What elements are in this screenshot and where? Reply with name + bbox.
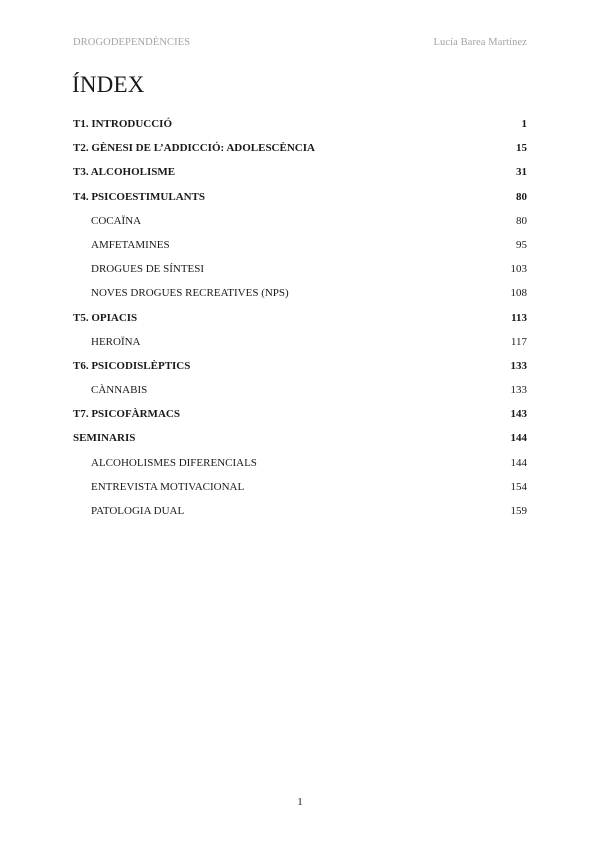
toc-entry-label: T4. PSICOESTIMULANTS <box>73 190 206 203</box>
toc-entry-page: 113 <box>511 311 527 324</box>
toc-entry[interactable] <box>73 257 527 281</box>
toc-entry-label: T1. INTRODUCCIÓ <box>73 118 173 130</box>
toc-entry-label: SEMINARIS <box>73 432 136 445</box>
toc-entry-page: 31 <box>516 166 527 179</box>
toc-entry-label: T7. PSICOFÀRMACS <box>73 408 180 421</box>
toc-entry-page: 154 <box>510 480 527 493</box>
toc-entry-label: ALCOHOLISMES DIFERENCIALS <box>91 456 257 469</box>
toc-title: ÍNDEX <box>72 72 145 97</box>
toc-entry-label: CÀNNABIS <box>91 384 148 397</box>
toc-entry-page: 144 <box>510 432 527 445</box>
toc-entry[interactable] <box>73 306 527 330</box>
toc-entry-page: 133 <box>510 384 527 397</box>
toc-entry-label: AMFETAMINES <box>91 238 170 251</box>
toc-entry-label: T2. GÈNESI DE L’ADDICCIÓ: ADOLESCÈNCIA <box>73 142 315 155</box>
toc-entry[interactable] <box>73 475 527 499</box>
toc-entry-label: NOVES DROGUES RECREATIVES (NPS) <box>91 287 289 300</box>
author-name: Lucía Barea Martínez <box>433 37 527 48</box>
running-header <box>73 37 527 51</box>
toc-entry[interactable] <box>73 112 527 136</box>
toc-entry-page: 15 <box>516 142 527 155</box>
toc-entry[interactable] <box>73 499 527 523</box>
toc-entry[interactable] <box>73 233 527 257</box>
page-number: 1 <box>297 796 303 808</box>
toc-entry[interactable] <box>73 209 527 233</box>
toc-entry-page: 108 <box>510 287 527 300</box>
table-of-contents <box>73 112 527 523</box>
toc-entry[interactable] <box>73 185 527 209</box>
toc-entry-label: T5. OPIACIS <box>73 311 138 324</box>
toc-entry[interactable] <box>73 354 527 378</box>
document-title: DROGODEPENDÈNCIES <box>73 37 191 48</box>
toc-entry-page: 80 <box>516 190 527 203</box>
toc-entry-label: DROGUES DE SÍNTESI <box>91 263 205 276</box>
toc-entry[interactable] <box>73 281 527 305</box>
toc-entry[interactable] <box>73 378 527 402</box>
toc-entry-page: 95 <box>516 238 527 251</box>
toc-entry-label: ENTREVISTA MOTIVACIONAL <box>91 480 245 493</box>
toc-entry[interactable] <box>73 136 527 160</box>
toc-entry-page: 80 <box>516 214 527 227</box>
toc-entry[interactable] <box>73 426 527 450</box>
toc-entry-page: 117 <box>510 335 527 348</box>
toc-entry-page: 133 <box>510 359 527 372</box>
toc-entry-label: COCAÏNA <box>91 214 142 227</box>
toc-entry-label: T3. ALCOHOLISME <box>73 166 176 179</box>
toc-entry-label: PATOLOGIA DUAL <box>91 505 185 517</box>
toc-entry-page: 144 <box>510 456 527 469</box>
toc-entry[interactable] <box>73 160 527 184</box>
toc-entry-label: HEROÏNA <box>91 335 141 348</box>
toc-entry-page: 143 <box>510 408 527 421</box>
toc-entry-page: 103 <box>510 263 527 276</box>
toc-entry-label: T6. PSICODISLÈPTICS <box>73 359 191 372</box>
toc-entry-page: 1 <box>521 118 527 130</box>
toc-entry-page: 159 <box>510 505 527 517</box>
toc-entry[interactable] <box>73 330 527 354</box>
toc-entry[interactable] <box>73 451 527 475</box>
toc-entry[interactable] <box>73 402 527 426</box>
